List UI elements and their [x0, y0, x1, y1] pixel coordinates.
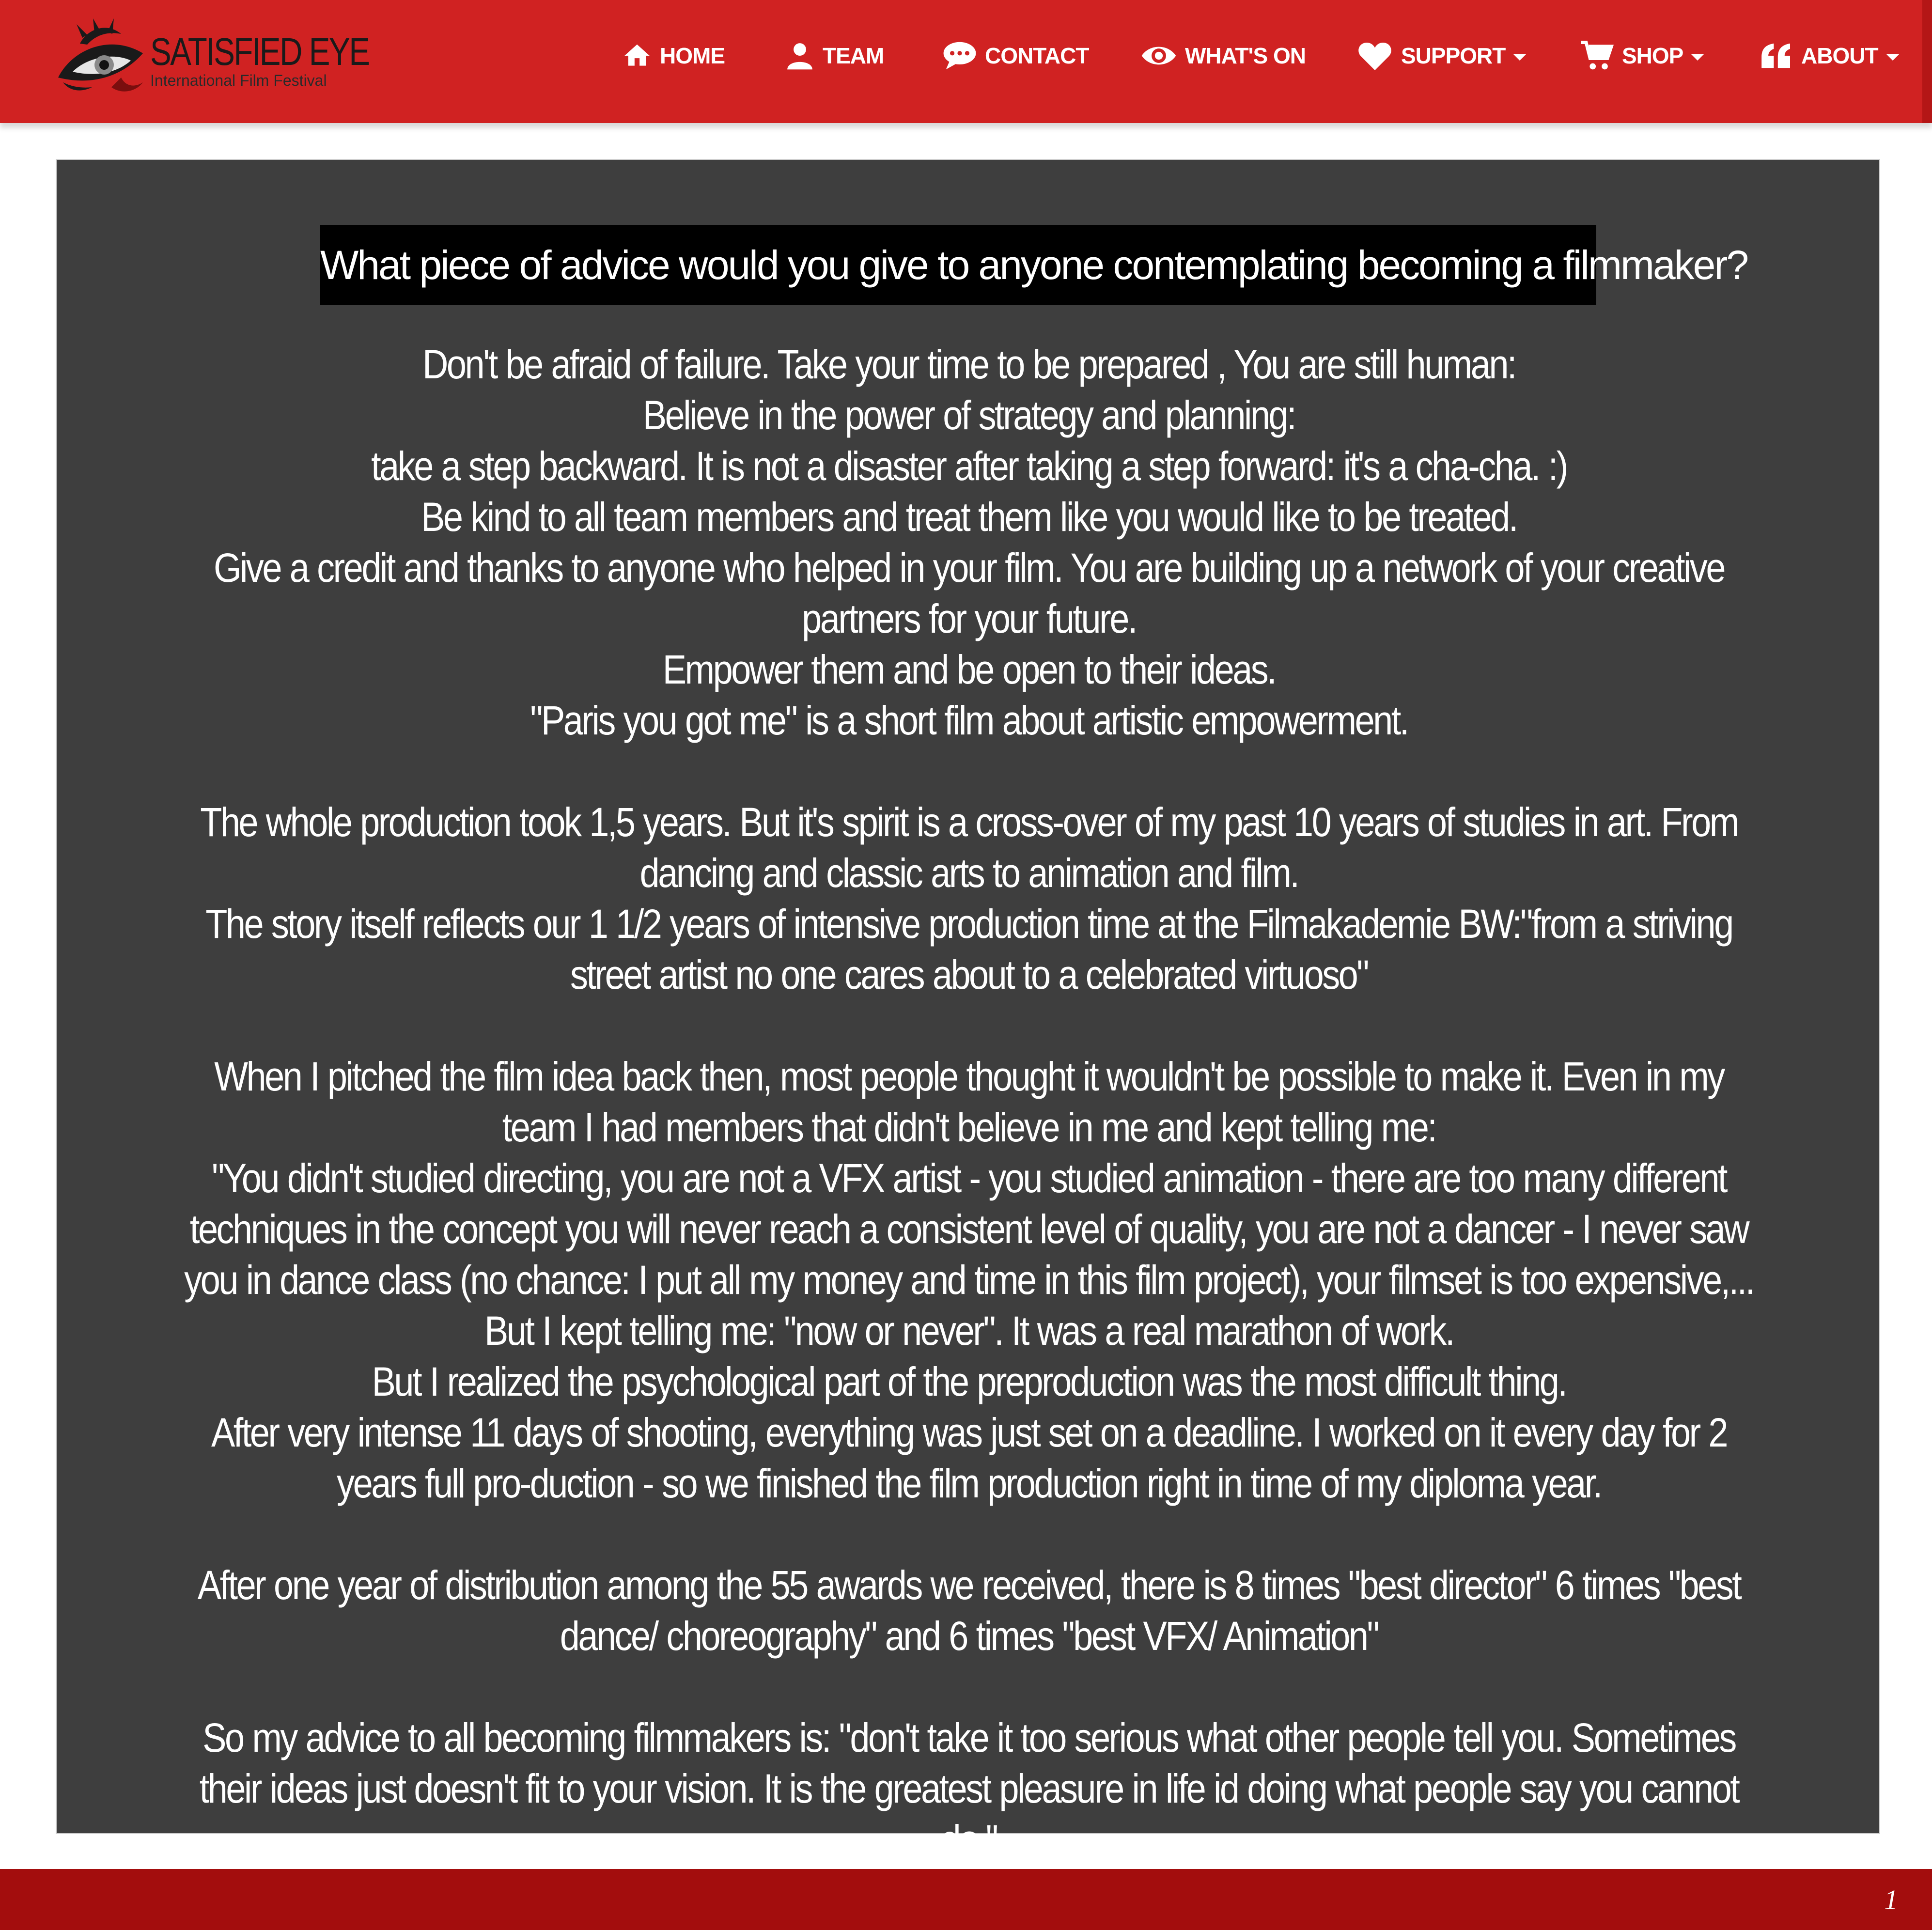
brand-tagline: International Film Festival	[150, 72, 327, 89]
eye-logo-icon	[53, 15, 150, 97]
nav-label-whats-on: WHAT'S ON	[1185, 43, 1306, 68]
brand-name-part2: EYE	[309, 30, 369, 73]
nav-item-home[interactable]	[622, 0, 725, 111]
paragraph-gap	[76, 1000, 1862, 1051]
nav-label-team: TEAM	[823, 43, 884, 68]
brand-name-part1: SATISFIED	[150, 30, 301, 73]
answer-line: When I pitched the film idea back then, most people thought it wouldn't be possible to make it. Even in my team I had members that didn't believe in me and kept telling me:	[214, 1054, 1724, 1150]
paragraph-gap	[76, 746, 1862, 797]
nav-label-support: SUPPORT	[1401, 43, 1506, 68]
home-icon	[622, 41, 652, 71]
answer-line: The story itself reflects our 1 1/2 years of intensive production time at the Filmakademie BW:"from a striving street artist no one cares about to a celebrated virtuoso"	[205, 901, 1732, 997]
answer-line: Be kind to all team members and treat them like you would like to be treated.	[421, 494, 1517, 540]
main-nav	[615, 0, 1908, 111]
header-edge	[1922, 0, 1932, 123]
chevron-down-icon	[1691, 54, 1704, 61]
answer-line: Empower them and be open to their ideas.	[662, 647, 1276, 692]
nav-item-team[interactable]	[785, 0, 884, 111]
answer-line: After one year of distribution among the 55 awards we received, there is 8 times "best director" 6 times "best dance/ choreography" and 6 times "best VFX/ Animation"	[197, 1562, 1741, 1659]
interview-question: What piece of advice would you give to anyone contemplating becoming a filmmaker?	[320, 225, 1596, 305]
user-icon	[785, 41, 815, 71]
nav-item-whats-on[interactable]	[1140, 0, 1306, 111]
answer-line: The whole production took 1,5 years. But it's spirit is a cross-over of my past 10 years of studies in art. From dancing and classic arts to animation and film.	[200, 799, 1738, 896]
chevron-down-icon	[1886, 54, 1900, 61]
answer-line: "Paris you got me" is a short film about artistic empowerment.	[530, 698, 1408, 743]
nav-label-home: HOME	[660, 43, 725, 68]
nav-item-contact[interactable]	[942, 0, 1089, 111]
brand-name	[150, 30, 369, 74]
answer-line: take a step backward. It is not a disaster after taking a step forward: it's a cha-cha. :)	[371, 443, 1567, 489]
eye-icon	[1140, 41, 1177, 71]
nav-item-about[interactable]	[1760, 0, 1900, 111]
answer-line: "You didn't studied directing, you are not a VFX artist - you studied animation - there are too many different techniques in the concept you will never reach a consistent level of quality, you are not a dancer - I never saw you in dance class (no chance: I put all my money and time in this film project), your filmset is too expensive,...	[184, 1155, 1754, 1303]
interview-panel	[56, 159, 1880, 1862]
chevron-down-icon	[1513, 54, 1527, 61]
answer-line: Don't be afraid of failure. Take your time to be prepared , You are still human:	[422, 342, 1515, 387]
answer-line: But I kept telling me: "now or never". It was a real marathon of work.	[484, 1308, 1454, 1354]
nav-label-shop: SHOP	[1622, 43, 1683, 68]
cart-icon	[1579, 40, 1614, 72]
paragraph-gap	[76, 1662, 1862, 1712]
site-logo[interactable]	[53, 15, 369, 97]
answer-line: Believe in the power of strategy and planning:	[642, 392, 1295, 438]
heart-icon	[1356, 40, 1393, 72]
page-number: 1	[1884, 1884, 1898, 1915]
answer-line: But I realized the psychological part of the preproduction was the most difficult thing.	[372, 1359, 1566, 1404]
paragraph-gap	[76, 1509, 1862, 1560]
nav-item-support[interactable]	[1356, 0, 1527, 111]
nav-label-contact: CONTACT	[985, 43, 1089, 68]
nav-label-about: ABOUT	[1801, 43, 1878, 68]
site-header	[0, 0, 1932, 123]
answer-line: So my advice to all becoming filmmakers is: "don't take it too serious what other people tell you. Sometimes their ideas just doesn't fit to your vision. It is the greatest pleasure in life id doing what people say you cannot do."	[199, 1715, 1739, 1862]
quote-icon	[1760, 42, 1793, 69]
interview-answer	[76, 339, 1862, 1865]
answer-line: After very intense 11 days of shooting, everything was just set on a deadline. I worked on it every day for 2 years full pro-duction - so we finished the film production right in time of my diploma year.	[211, 1410, 1727, 1506]
nav-item-shop[interactable]	[1579, 0, 1704, 111]
answer-line: Give a credit and thanks to anyone who helped in your film. You are building up a network of your creative partners for your future.	[214, 545, 1724, 641]
site-footer	[0, 1869, 1932, 1930]
chat-icon	[942, 41, 977, 71]
